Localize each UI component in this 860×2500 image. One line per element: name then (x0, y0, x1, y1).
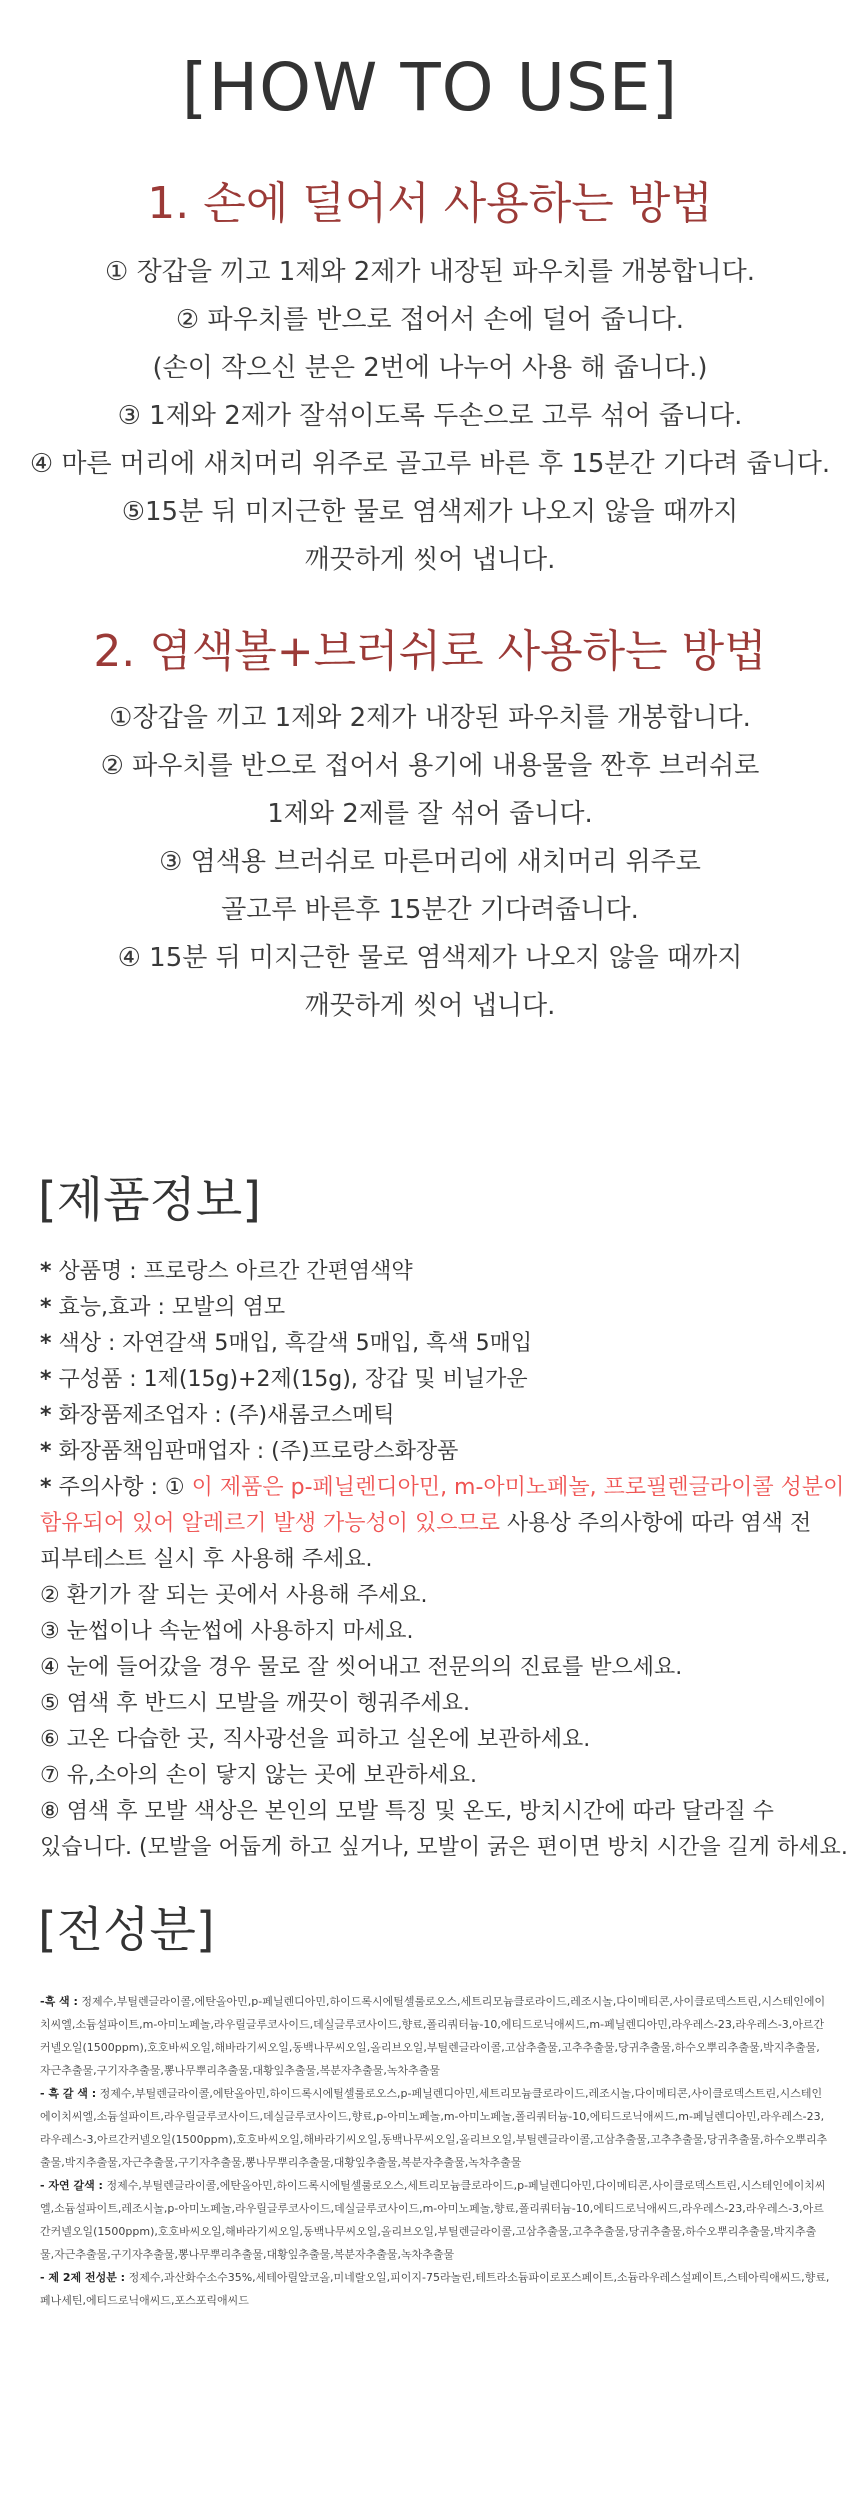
info-item (40, 1290, 840, 1326)
ingredients-heading: [전성분] (38, 1902, 215, 1958)
caution-item: ③ 눈썹이나 속눈썹에 사용하지 마세요. (40, 1619, 414, 1644)
ingredient-label: - 자연 갈색 : (40, 2179, 103, 2192)
method2-step: 1제와 2제를 잘 섞어 줍니다. (267, 799, 593, 829)
how-to-use-title: [HOW TO USE] (181, 49, 679, 126)
method2-step: 골고루 바른후 15분간 기다려줍니다. (221, 895, 639, 925)
bullet: * (40, 1295, 52, 1320)
info-item (40, 1398, 840, 1434)
info-item-text: 효능,효과 : 모발의 염모 (58, 1295, 286, 1320)
ingredients-list (40, 1990, 830, 2312)
method2-title: 2. 염색볼+브러쉬로 사용하는 방법 (93, 626, 767, 677)
ingredient-text: 정제수,과산화수소수35%,세테아릴알코올,미네랄오일,피이지-75라놀린,테트라소듐파이로포스페이트,소듐라우레스설페이트,스테아릭애씨드,향료,페나세틴,에티드로닉애씨드,포스포릭애씨드 (40, 2271, 830, 2307)
caution-item: 있습니다. (모발을 어둡게 하고 싶거나, 모발이 굵은 편이면 방치 시간을 길게 하세요. (40, 1835, 848, 1860)
caution-line: 피부테스트 실시 후 사용해 주세요. (40, 1547, 373, 1572)
ingredient-block (40, 2266, 830, 2312)
caution-line (40, 1470, 845, 1506)
caution-line (40, 1506, 840, 1542)
caution-item: ④ 눈에 들어갔을 경우 물로 잘 씻어내고 전문의의 진료를 받으세요. (40, 1655, 683, 1680)
product-info-list (40, 1254, 848, 1866)
method2-step: ② 파우치를 반으로 접어서 용기에 내용물을 짠후 브러쉬로 (100, 751, 760, 781)
method2-step: ④ 15분 뒤 미지근한 물로 염색제가 나오지 않을 때까지 (117, 943, 743, 973)
info-item (40, 1362, 840, 1398)
caution-text: 사용상 주의사항에 따라 염색 전 (500, 1511, 812, 1536)
method2-step: 깨끗하게 씻어 냅니다. (304, 991, 556, 1021)
caution-item: ⑤ 염색 후 반드시 모발을 깨끗이 헹궈주세요. (40, 1691, 470, 1716)
caution-item: ⑥ 고온 다습한 곳, 직사광선을 피하고 실온에 보관하세요. (40, 1727, 591, 1752)
info-item-text: 구성품 : 1제(15g)+2제(15g), 장갑 및 비닐가운 (58, 1367, 528, 1392)
caution-warning: 함유되어 있어 알레르기 발생 가능성이 있으므로 (40, 1511, 501, 1536)
info-item (40, 1434, 840, 1470)
caution-label: 주의사항 : ① (58, 1475, 185, 1500)
method1-step: ④ 마른 머리에 새치머리 위주로 골고루 바른 후 15분간 기다려 줍니다. (29, 449, 831, 479)
info-item-text: 화장품책임판매업자 : (주)프로랑스화장품 (58, 1439, 459, 1464)
method1-title: 1. 손에 덜어서 사용하는 방법 (147, 178, 713, 229)
info-item (40, 1326, 840, 1362)
method1-step: ② 파우치를 반으로 접어서 손에 덜어 줍니다. (175, 305, 685, 335)
bullet: * (40, 1475, 52, 1500)
ingredient-label: -흑 색 : (40, 1995, 78, 2008)
caution-item: ⑧ 염색 후 모발 색상은 본인의 모발 특징 및 온도, 방치시간에 따라 달라질 수 (40, 1799, 774, 1824)
info-item-text: 화장품제조업자 : (주)새롬코스메틱 (58, 1403, 395, 1428)
ingredient-block (40, 2082, 830, 2174)
bullet: * (40, 1259, 52, 1284)
method1-step: ⑤15분 뒤 미지근한 물로 염색제가 나오지 않을 때까지 (121, 497, 739, 527)
method2-steps (0, 694, 860, 1030)
method2-step: ③ 염색용 브러쉬로 마른머리에 새치머리 위주로 (159, 847, 701, 877)
ingredient-label: - 제 2제 전성분 : (40, 2271, 126, 2284)
ingredient-block (40, 1990, 830, 2082)
ingredient-text: 정제수,부틸렌글라이콜,에탄올아민,p-페닐렌디아민,하이드록시에틸셀룰로오스,세트리모늄클로라이드,레조시놀,다이메티콘,사이클로덱스트린,시스테인에이치씨엘,소듐설파이트,m-아미노페놀,라우릴글루코사이드,데실글루코사이드,향료,폴리쿼터늄-10,에티드로닉애씨드,m-페닐렌디아민,라우레스-23,라우레스-3,아르간커넬오일(1500ppm),호호바씨오일,해바라기씨오일,동백나무씨오일,올리브오일,부틸렌글라이콜,고삼추출물,고추추출물,당귀추출물,하수오뿌리추출물,박지추출물,자근추출물,구기자추출물,뽕나무뿌리추출물,대황잎추출물,복분자추출물,녹차추출물 (40, 1995, 826, 2077)
bullet: * (40, 1403, 52, 1428)
ingredient-label: - 흑 갈 색 : (40, 2087, 97, 2100)
method1-step: ③ 1제와 2제가 잘섞이도록 두손으로 고루 섞어 줍니다. (117, 401, 743, 431)
caution-warning: 이 제품은 p-페닐렌디아민, m-아미노페놀, 프로필렌글라이콜 성분이 (191, 1475, 845, 1500)
product-info-heading: [제품정보] (38, 1172, 261, 1228)
caution-item: ⑦ 유,소아의 손이 닿지 않는 곳에 보관하세요. (40, 1763, 477, 1788)
method1-step: ① 장갑을 끼고 1제와 2제가 내장된 파우치를 개봉합니다. (105, 257, 755, 287)
ingredient-block (40, 2174, 830, 2266)
bullet: * (40, 1439, 52, 1464)
method1-steps (0, 248, 860, 584)
caution-item: ② 환기가 잘 되는 곳에서 사용해 주세요. (40, 1583, 428, 1608)
ingredient-text: 정제수,부틸렌글라이콜,에탄올아민,하이드록시에틸셀룰로오스,p-페닐렌디아민,세트리모늄클로라이드,레조시놀,다이메티콘,사이클로덱스트린,시스테인에이치씨엘,소듐설파이트,라우릴글루코사이드,데실글루코사이드,향료,p-아미노페놀,m-아미노페놀,폴리쿼터늄-10,에티드로닉애씨드,m-페닐렌디아민,라우레스-23,라우레스-3,아르간커넬오일(1500ppm),호호바씨오일,해바라기씨오일,동백나무씨오일,올리브오일,부틸렌글라이콜,고삼추출물,고추추출물,당귀추출물,하수오뿌리추출물,박지추출물,자근추출물,구기자추출물,뽕나무뿌리추출물,대황잎추출물,복분자추출물,녹차추출물 (40, 2087, 828, 2169)
method1-step: (손이 작으신 분은 2번에 나누어 사용 해 줍니다.) (152, 353, 708, 383)
bullet: * (40, 1331, 52, 1356)
ingredient-text: 정제수,부틸렌글라이콜,에탄올아민,하이드록시에틸셀룰로오스,세트리모늄클로라이드,p-페닐렌디아민,다이메티콘,사이클로덱스트린,시스테인에이치씨엘,소듐설파이트,레조시놀,p-아미노페놀,라우릴글루코사이드,데실글루코사이드,m-아미노페놀,향료,폴리쿼터늄-10,에티드로닉애씨드,라우레스-23,라우레스-3,아르간커넬오일(1500ppm),호호바씨오일,해바라기씨오일,동백나무씨오일,올리브오일,부틸렌글라이콜,고삼추출물,고추추출물,당귀추출물,하수오뿌리추출물,박지추출물,자근추출물,구기자추출물,뽕나무뿌리추출물,대황잎추출물,복분자추출물,녹차추출물 (40, 2179, 826, 2261)
bullet: * (40, 1367, 52, 1392)
method1-step: 깨끗하게 씻어 냅니다. (304, 545, 556, 575)
info-item-text: 상품명 : 프로랑스 아르간 간편염색약 (58, 1259, 413, 1284)
info-item (40, 1254, 840, 1290)
info-item-text: 색상 : 자연갈색 5매입, 흑갈색 5매입, 흑색 5매입 (58, 1331, 533, 1356)
method2-step: ①장갑을 끼고 1제와 2제가 내장된 파우치를 개봉합니다. (109, 703, 751, 733)
